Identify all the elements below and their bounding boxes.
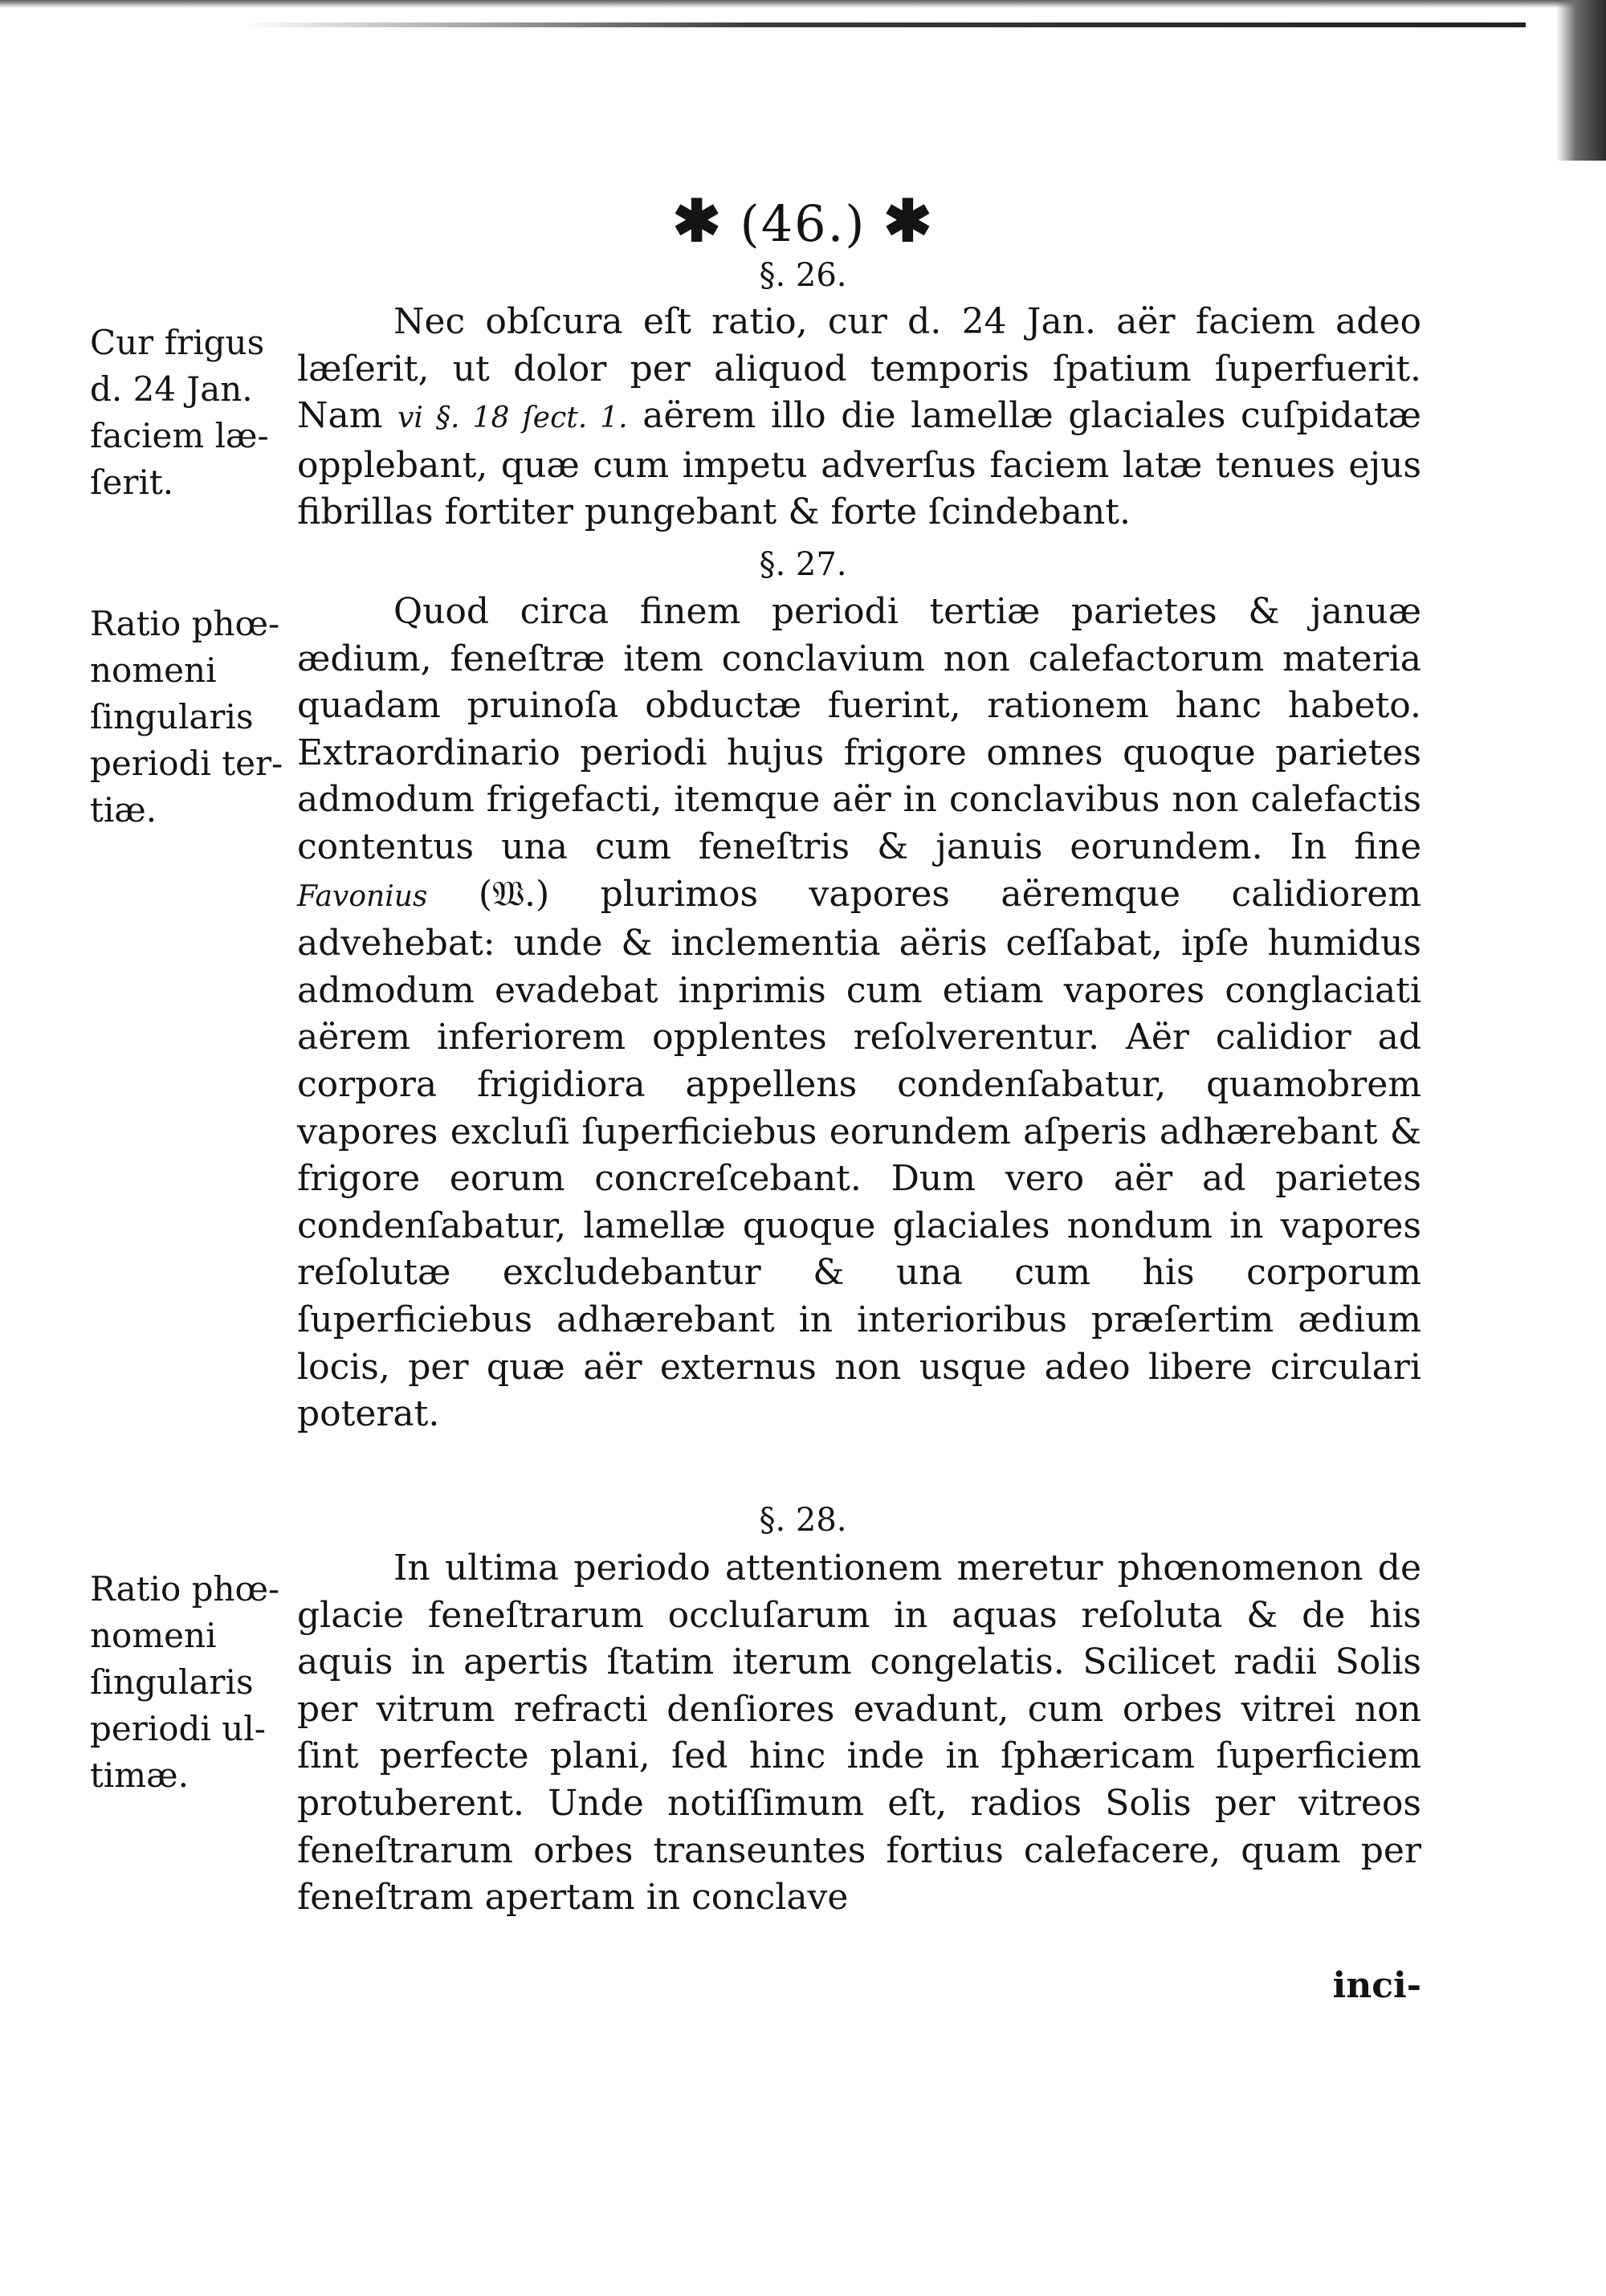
catchword: inci- — [1332, 1965, 1421, 2006]
scan-shadow-rule — [241, 22, 1526, 27]
paragraph-26 — [297, 299, 1421, 536]
margin-note-line: d. 24 Jan. — [90, 369, 253, 409]
margin-note-line: periodi ul- — [90, 1709, 266, 1748]
page-header — [0, 186, 1606, 255]
margin-note-26 — [90, 320, 279, 506]
margin-note-line: Ratio phœ- — [90, 1569, 280, 1609]
margin-note-28 — [90, 1566, 279, 1799]
margin-note-27 — [90, 601, 283, 834]
section-heading-26: §. 26. — [759, 257, 847, 294]
margin-note-line: nomeni — [90, 1616, 217, 1655]
margin-note-line: timæ. — [90, 1756, 189, 1795]
paragraph-text: (𝔚.) plurimos vapores aëremque calidiorem advehebat: unde & inclementia aëris ceſſabat, ipſe humidus admodum evadebat inprimis cum etiam vapores conglaciati aërem inferiorem opplentes reſolverentur. Aër calidior ad corpora frigidiora appellens condenſabatur, quamobrem vapores excluſi ſuperficiebus eorundem aſperis adhærebant & frigore eorum concreſcebant. Dum vero aër ad parietes condenſabatur, lamellæ quoque glaciales nondum in vapores reſolutæ excludebantur & una cum his corporum ſuperficiebus adhærebant in interioribus præſertim ædium locis, per quæ aër externus non usque adeo libere circulari poterat. — [297, 873, 1421, 1435]
margin-note-line: tiæ. — [90, 790, 157, 830]
paragraph-28 — [297, 1545, 1421, 1924]
margin-note-line: Cur frigus — [90, 323, 265, 362]
asterism-left-icon: ✱ — [672, 186, 723, 255]
margin-note-line: Ratio phœ- — [90, 604, 280, 643]
margin-note-line: ſingularis — [90, 1662, 254, 1702]
margin-note-line: nomeni — [90, 650, 217, 690]
paragraph-text: Nec obſcura eſt ratio, cur d. 24 Jan. aër faciem adeo læſerit, ut dolor per aliquod temporis ſpatium ſuperfuerit. Nam — [297, 301, 1421, 437]
asterism-right-icon: ✱ — [883, 186, 934, 255]
margin-note-line: ſerit. — [90, 463, 174, 502]
paragraph-text: aërem illo die lamellæ glaciales cuſpidatæ opplebant, quæ cum impetu adverſus faciem latæ tenues ejus fibrillas fortiter pungebant & forte ſcindebant. — [297, 395, 1421, 533]
wind-name: Favonius — [297, 879, 428, 913]
margin-note-line: faciem læ- — [90, 416, 269, 455]
page-number: (46.) — [740, 194, 866, 253]
paragraph-text: Quod circa finem periodi tertiæ parietes & januæ ædium, feneſtræ item conclavium non calefactorum materia quadam pruinoſa obductæ fuerint, rationem hanc habeto. Extraordinario periodi hujus frigore omnes quoque parietes admodum frigefacti, itemque aër in conclavibus non calefactis contentus una cum feneſtris & januis eorundem. In fine — [297, 591, 1421, 867]
paragraph-27 — [297, 589, 1421, 1438]
section-heading-28: §. 28. — [759, 1502, 847, 1539]
margin-note-line: periodi ter- — [90, 744, 283, 783]
paragraph-text: In ultima periodo attentionem meretur phœnomenon de glacie feneſtrarum occluſarum in aquas reſoluta & de his aquis in apertis ſtatim iterum congelatis. Scilicet radii Solis per vitrum refracti denſiores evadunt, cum orbes vitrei non ſint perfecte plani, ſed hinc inde in ſphæricam ſuperficiem protuberent. Unde notiſſimum eſt, radios Solis per vitreos feneſtrarum orbes transeuntes fortius calefacere, quam per feneſtram apertam in conclave — [297, 1548, 1421, 1919]
margin-note-line: ſingularis — [90, 697, 254, 736]
scan-shadow-top — [0, 0, 1606, 8]
cross-reference: vi §. 18 ſect. 1. — [397, 402, 628, 435]
section-heading-27: §. 27. — [759, 546, 847, 583]
scan-shadow-corner — [1556, 0, 1606, 161]
